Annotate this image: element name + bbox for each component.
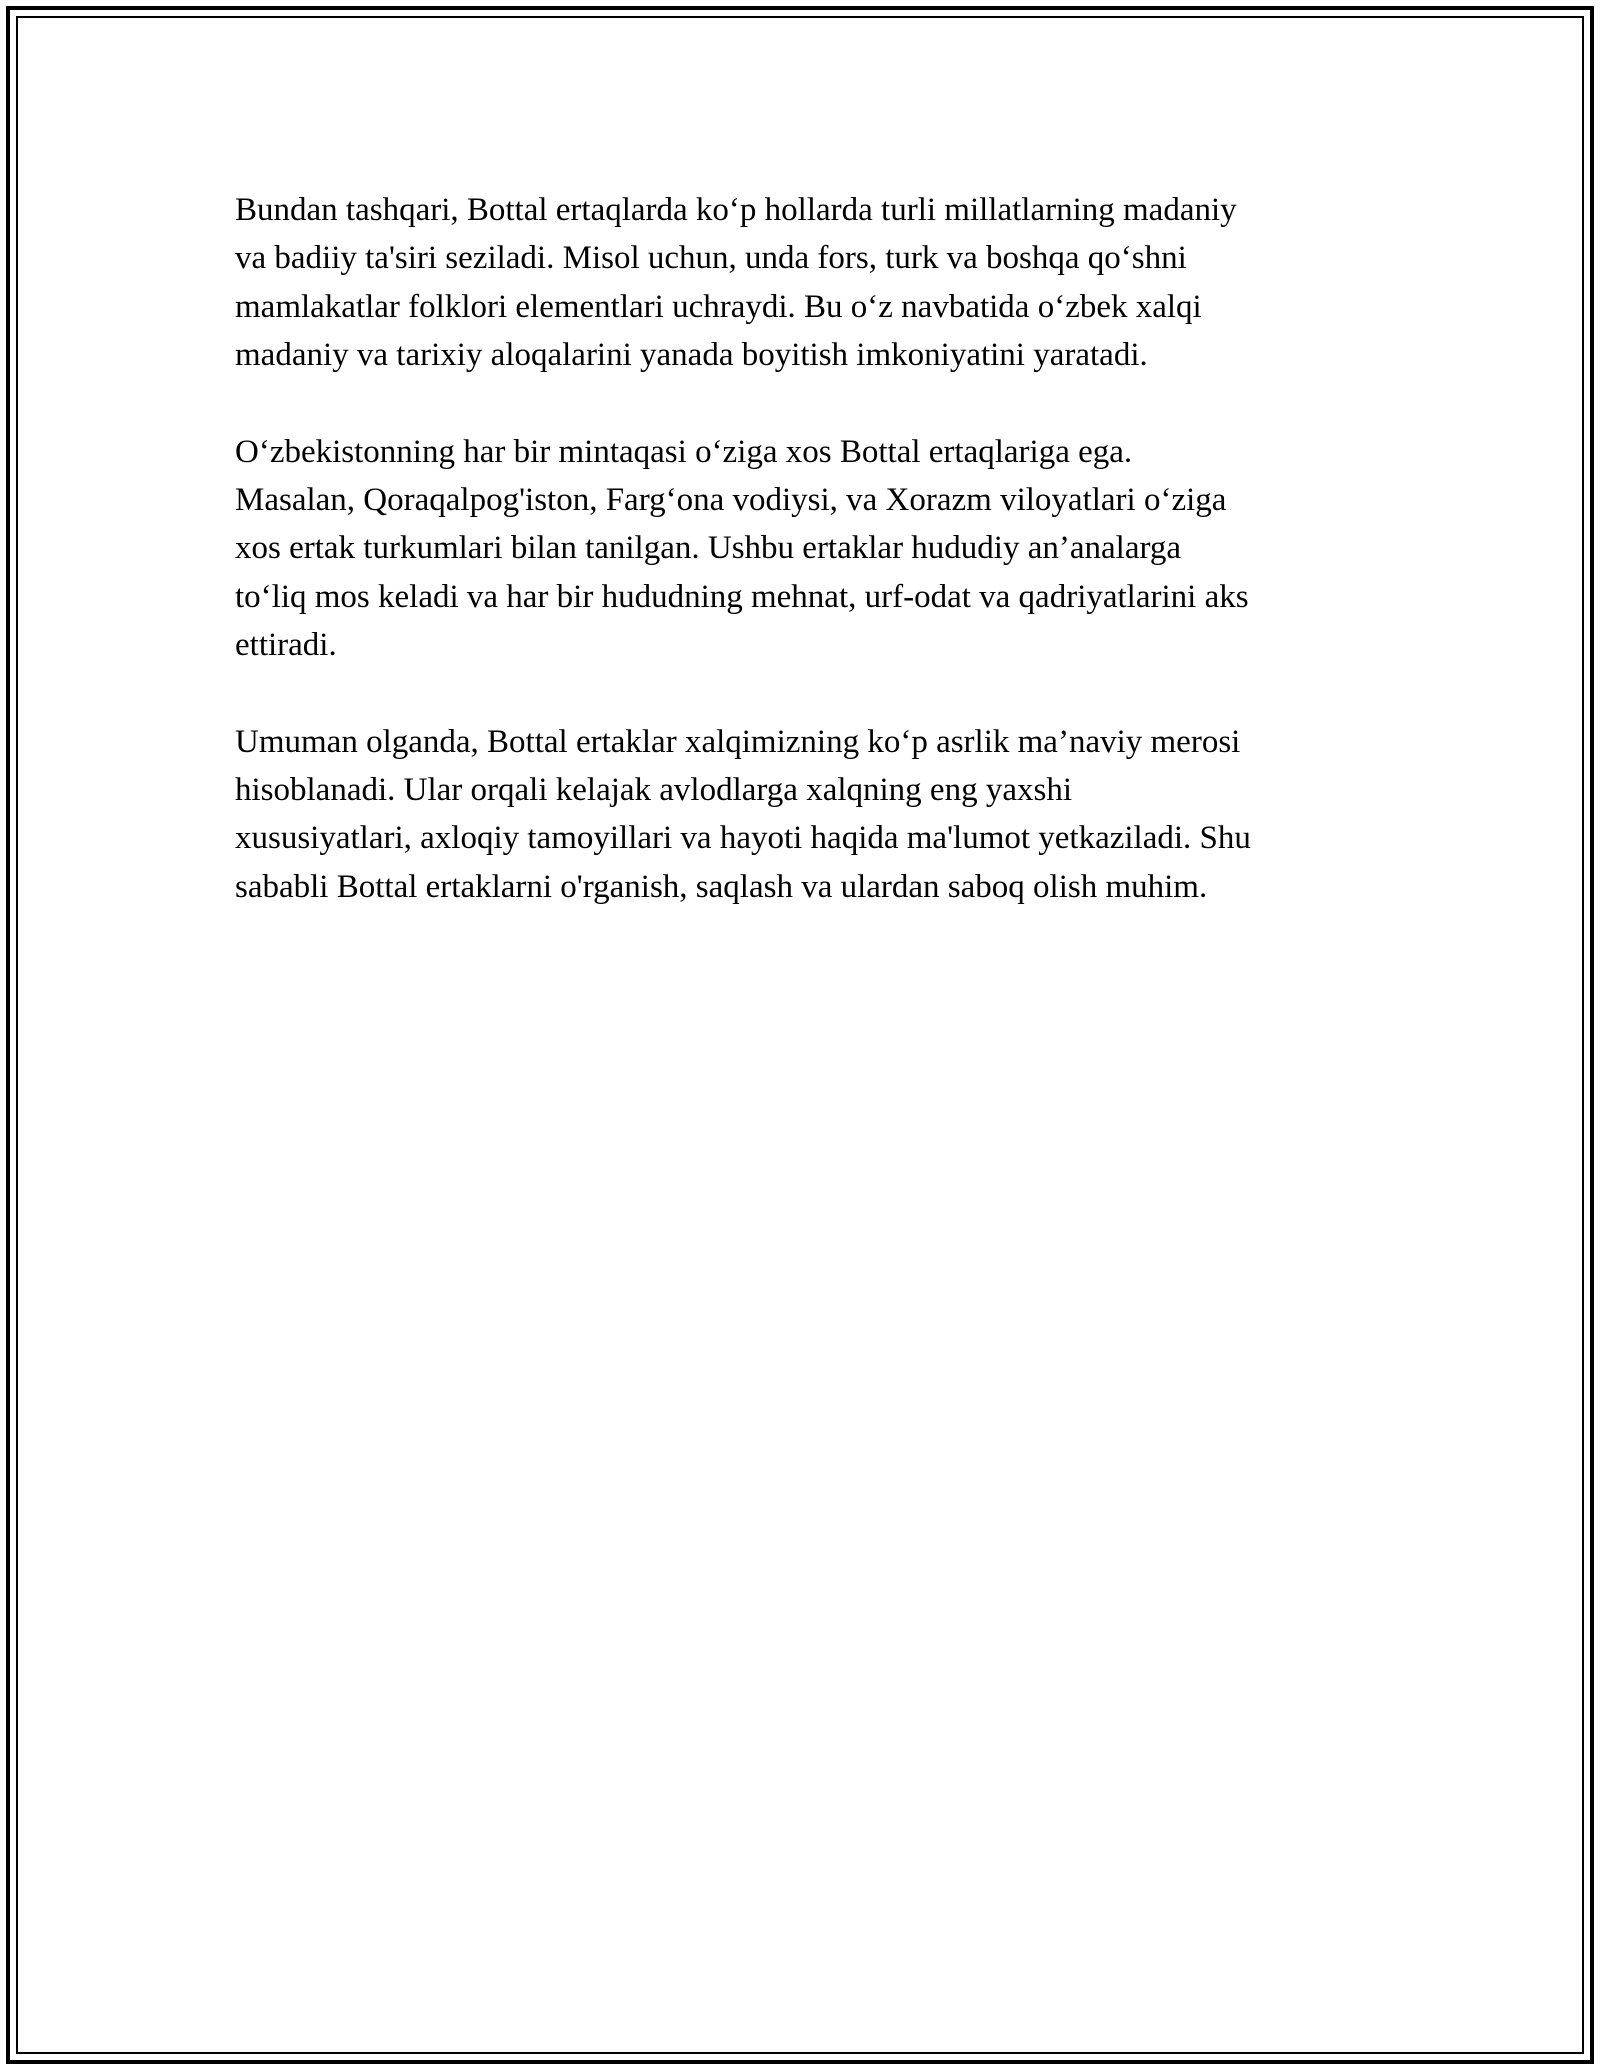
paragraph-line: O‘zbekistonning har bir mintaqasi o‘ziga xos Bottal ertaqlariga ega. [235,433,1133,470]
paragraph-line: madaniy va tarixiy aloqalarini yanada boyitish imkoniyatini yaratadi. [235,337,1148,374]
paragraph-line: mamlakatlar folklori elementlari uchraydi. Bu o‘z navbatida o‘zbek xalqi [235,288,1202,325]
paragraph-line: hisoblanadi. Ular orqali kelajak avlodlarga xalqning eng yaxshi [235,772,1072,809]
paragraph-line: sababli Bottal ertaklarni o'rganish, saqlash va ulardan saboq olish muhim. [235,868,1208,905]
paragraph-line: va badiiy ta'siri seziladi. Misol uchun, unda fors, turk va boshqa qo‘shni [235,240,1187,277]
paragraph-line: xos ertak turkumlari bilan tanilgan. Ushbu ertaklar hududiy an’analarga [235,530,1182,567]
paragraph-3 [235,718,1370,912]
paragraph-line: xususiyatlari, axloqiy tamoyillari va hayoti haqida ma'lumot yetkaziladi. Shu [235,820,1251,857]
paragraph-2 [235,428,1370,670]
paragraph-line: to‘liq mos keladi va har bir hududning mehnat, urf-odat va qadriyatlarini aks [235,578,1249,615]
paragraph-line: Masalan, Qoraqalpog'iston, Farg‘ona vodiysi, va Xorazm viloyatlari o‘ziga [235,482,1227,519]
paragraph-line: Umuman olganda, Bottal ertaklar xalqimizning ko‘p asrlik ma’naviy merosi [235,723,1241,760]
paragraph-1 [235,186,1370,380]
paragraph-line: ettiradi. [235,627,337,664]
paragraph-line: Bundan tashqari, Bottal ertaqlarda ko‘p hollarda turli millatlarning madaniy [235,192,1237,228]
document-body [235,186,1370,959]
